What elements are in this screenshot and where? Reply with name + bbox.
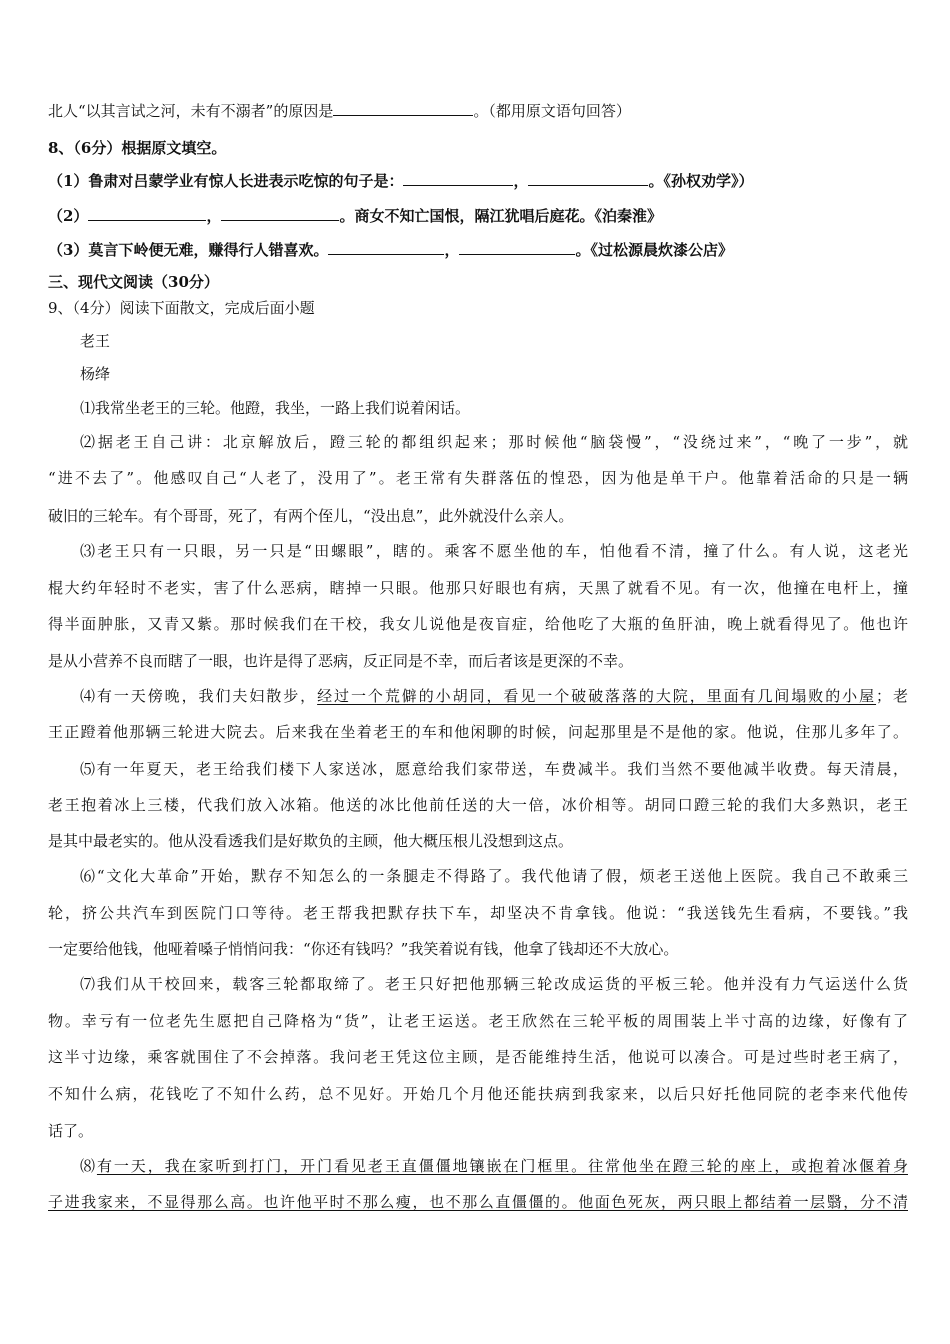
paragraph-2-line: ⑵据老王自己讲：北京解放后，蹬三轮的都组织起来；那时候他“脑袋慢”，“没绕过来”，“晚了一步”，就 [80, 433, 908, 451]
q8-item-2: （2） ， 。商女不知亡国恨，隔江犹唱后庭花。《泊秦淮》 [48, 207, 662, 225]
paragraph-8-line: ⑻有一天，我在家听到打门，开门看见老王直僵僵地镶嵌在门框里。往常他坐在蹬三轮的座上，或抱着冰偃着身 [80, 1157, 908, 1175]
answer-blank[interactable] [221, 206, 339, 221]
paragraph-5-line: 老王抱着冰上三楼，代我们放入冰箱。他送的冰比他前任送的大一倍，冰价相等。胡同口蹬三轮的我们大多熟识，老王 [48, 796, 908, 814]
paragraph-6-line: 一定要给他钱，他哑着嗓子悄悄问我：“你还有钱吗？”我笑着说有钱，他拿了钱却还不大放心。 [48, 940, 679, 958]
answer-blank[interactable] [88, 206, 206, 221]
q8-item-3: （3）莫言下岭便无难，赚得行人错喜欢。 ， 。《过松源晨炊漆公店》 [48, 241, 733, 259]
paragraph-4-line: ⑷有一天傍晚，我们夫妇散步，经过一个荒僻的小胡同，看见一个破破落落的大院，里面有几间塌败的小屋；老 [80, 687, 908, 705]
paragraph-7-line: 话了。 [48, 1122, 94, 1140]
answer-blank[interactable] [459, 240, 575, 255]
q8-item-1: （1）鲁肃对吕蒙学业有惊人长进表示吃惊的句子是： ， 。《孙权劝学》） [48, 172, 754, 190]
essay-title: 老王 [80, 332, 111, 350]
section-3-heading: 三、现代文阅读（30分） [48, 273, 219, 291]
underlined-sentence: 有一天，我在家听到打门，开门看见老王直僵僵地镶嵌在门框里 [96, 1157, 572, 1175]
paragraph-7-line: 物。幸亏有一位老先生愿把自己降格为“货”，让老王运送。老王欣然在三轮平板的周围装上半寸高的边缘，好像有了 [48, 1012, 908, 1030]
paragraph-3-line: 是从小营养不良而瞎了一眼，也许是得了恶病，反正同是不幸，而后者该是更深的不幸。 [48, 652, 634, 670]
answer-blank[interactable] [328, 240, 444, 255]
answer-blank[interactable] [333, 101, 473, 116]
paragraph-7-line: 这半寸边缘，乘客就围住了不会掉落。我问老王凭这位主顾，是否能维持生活，他说可以凑合。可是过些时老王病了， [48, 1048, 908, 1066]
paragraph-4-line: 王正蹬着他那辆三轮进大院去。后来我在坐着老王的车和他闲聊的时候，问起那里是不是他的家。他说，住那儿多年了。 [48, 723, 908, 741]
paragraph-7-line: 不知什么病，花钱吃了不知什么药，总不见好。开始几个月他还能扶病到我家来，以后只好托他同院的老李来代他传 [48, 1085, 908, 1103]
essay-author: 杨绛 [80, 365, 111, 383]
paragraph-7-line: ⑺我们从干校回来，载客三轮都取缔了。老王只好把他那辆三轮改成运货的平板三轮。他并没有力气运送什么货 [80, 975, 908, 993]
paragraph-2-line: 破旧的三轮车。有个哥哥，死了，有两个侄儿，“没出息”，此外就没什么亲人。 [48, 507, 574, 525]
paragraph-8-line: 子进我家来，不显得那么高。也许他平时不那么瘦，也不那么直僵僵的。他面色死灰，两只眼上都结着一层翳，分不清 [48, 1193, 908, 1211]
answer-blank[interactable] [528, 171, 648, 186]
q8-title: 8、（6分）根据原文填空。 [48, 139, 227, 157]
answer-blank[interactable] [403, 171, 513, 186]
paragraph-6-line: ⑹“文化大革命”开始，默存不知怎么的一条腿走不得路了。我代他请了假，烦老王送他上医院。我自己不敢乘三 [80, 867, 908, 885]
paragraph-6-line: 轮，挤公共汽车到医院门口等待。老王帮我把默存扶下车，却坚决不肯拿钱。他说：“我送钱先生看病，不要钱。”我 [48, 904, 908, 922]
q9-instruction: 9、（4分）阅读下面散文，完成后面小题 [48, 299, 315, 317]
paragraph-3-line: 得半面肿胀，又青又紫。那时候我们在干校，我女儿说他是夜盲症，给他吃了大瓶的鱼肝油，晚上就看得见了。他也许 [48, 615, 908, 633]
q7-tail-line: 北人“以其言试之河，未有不溺者”的原因是 。（都用原文语句回答） [48, 102, 631, 120]
paragraph-3-line: ⑶老王只有一只眼，另一只是“田螺眼”，瞎的。乘客不愿坐他的车，怕他看不清，撞了什么。有人说，这老光 [80, 542, 908, 560]
paragraph-1: ⑴我常坐老王的三轮。他蹬，我坐，一路上我们说着闲话。 [80, 399, 471, 417]
paragraph-2-line: “进不去了”。他感叹自己“人老了，没用了”。老王常有失群落伍的惶恐，因为他是单干户。他靠着活命的只是一辆 [48, 469, 908, 487]
paragraph-5-line: ⑸有一年夏天，老王给我们楼下人家送冰，愿意给我们家带送，车费减半。我们当然不要他减半收费。每天清晨， [80, 760, 908, 778]
paragraph-5-line: 是其中最老实的。他从没看透我们是好欺负的主顾，他大概压根儿没想到这点。 [48, 832, 574, 850]
paragraph-3-line: 棍大约年轻时不老实，害了什么恶病，瞎掉一只眼。他那只好眼也有病，天黑了就看不见。有一次，他撞在电杆上，撞 [48, 579, 908, 597]
underlined-sentence: 经过一个荒僻的小胡同，看见一个破破落落的大院，里面有几间塌败的小屋 [317, 687, 877, 705]
